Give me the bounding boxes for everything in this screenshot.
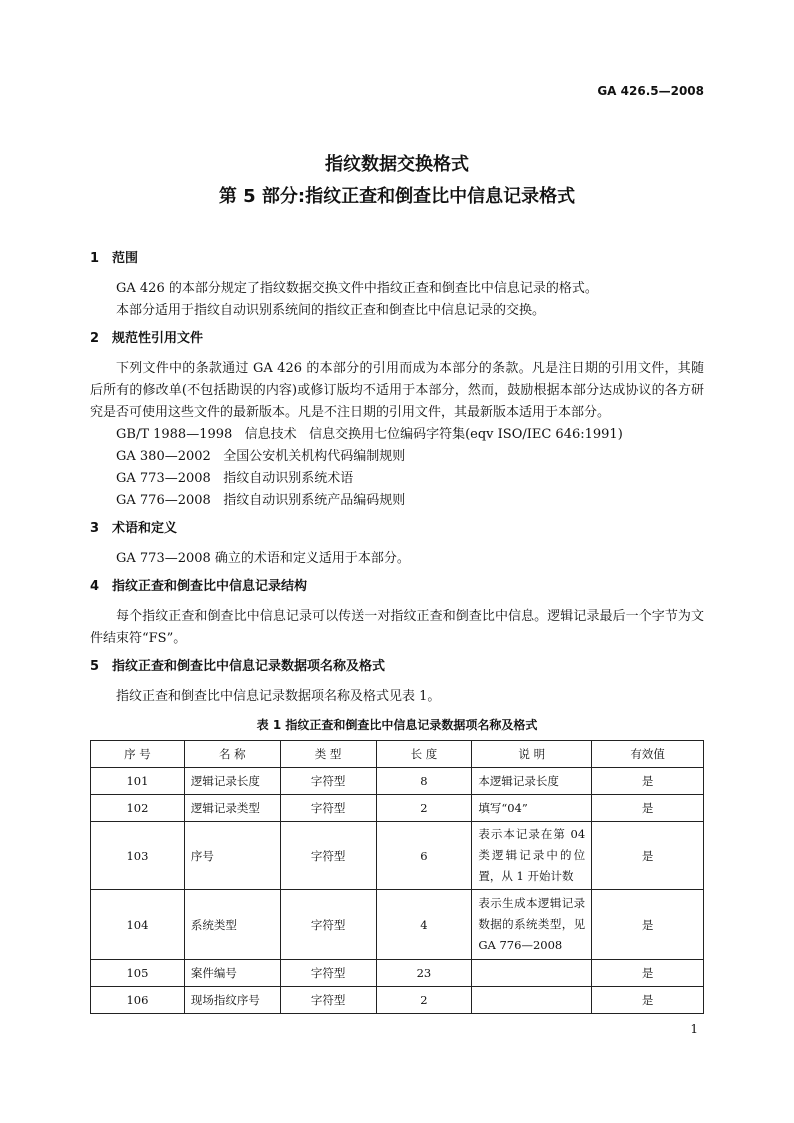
document-title: 指纹数据交换格式 bbox=[325, 154, 469, 175]
table-header-row bbox=[91, 741, 704, 768]
cell-name: 逻辑记录类型 bbox=[184, 795, 280, 822]
cell-length: 4 bbox=[376, 890, 472, 960]
cell-no: 104 bbox=[91, 890, 185, 960]
cell-name: 现场指纹序号 bbox=[184, 987, 280, 1014]
column-header: 长 度 bbox=[376, 741, 472, 768]
cell-desc bbox=[472, 960, 592, 987]
cell-length: 2 bbox=[376, 987, 472, 1014]
table-row bbox=[91, 960, 704, 987]
table-row bbox=[91, 768, 704, 795]
table-row bbox=[91, 795, 704, 822]
column-header: 说 明 bbox=[472, 741, 592, 768]
paragraph: 指纹正查和倒查比中信息记录数据项名称及格式见表 1。 bbox=[116, 689, 441, 704]
paragraph: 下列文件中的条款通过 GA 426 的本部分的引用而成为本部分的条款。凡是注日期的引用文件，其随后所有的修改单(不包括勘误的内容)或修订版均不适用于本部分，然而，鼓励根据本部分达成协议的各方研究是否可使用这些文件的最新版本。凡是不注日期的引用文件，其最新版本适用于本部分。 bbox=[90, 361, 704, 420]
reference-item: GA 773—2008 指纹自动识别系统术语 bbox=[116, 471, 354, 486]
cell-valid: 是 bbox=[592, 890, 704, 960]
document-subtitle: 第 5 部分:指纹正查和倒查比中信息记录格式 bbox=[218, 186, 576, 207]
cell-name: 系统类型 bbox=[184, 890, 280, 960]
cell-no: 103 bbox=[91, 822, 185, 890]
data-item-table bbox=[90, 740, 704, 1014]
cell-length: 23 bbox=[376, 960, 472, 987]
cell-name: 案件编号 bbox=[184, 960, 280, 987]
section-data-items bbox=[90, 656, 704, 708]
section-heading: 5 指纹正查和倒查比中信息记录数据项名称及格式 bbox=[90, 659, 386, 674]
cell-type: 字符型 bbox=[280, 987, 376, 1014]
section-terms bbox=[90, 518, 704, 570]
cell-type: 字符型 bbox=[280, 768, 376, 795]
section-heading: 2 规范性引用文件 bbox=[90, 331, 204, 346]
paragraph: 每个指纹正查和倒查比中信息记录可以传送一对指纹正查和倒查比中信息。逻辑记录最后一个字节为文件结束符“FS”。 bbox=[90, 609, 704, 646]
cell-valid: 是 bbox=[592, 822, 704, 890]
cell-valid: 是 bbox=[592, 795, 704, 822]
cell-no: 101 bbox=[91, 768, 185, 795]
cell-desc bbox=[472, 987, 592, 1014]
cell-type: 字符型 bbox=[280, 960, 376, 987]
table-row bbox=[91, 890, 704, 960]
cell-desc: 表示生成本逻辑记录数据的系统类型，见 GA 776—2008 bbox=[472, 890, 592, 960]
cell-valid: 是 bbox=[592, 987, 704, 1014]
column-header: 序 号 bbox=[91, 741, 185, 768]
column-header: 名 称 bbox=[184, 741, 280, 768]
cell-length: 6 bbox=[376, 822, 472, 890]
cell-desc: 填写“04” bbox=[472, 795, 592, 822]
paragraph: 本部分适用于指纹自动识别系统间的指纹正查和倒查比中信息记录的交换。 bbox=[116, 303, 546, 318]
table-caption: 表 1 指纹正查和倒查比中信息记录数据项名称及格式 bbox=[256, 718, 538, 732]
section-scope bbox=[90, 248, 704, 322]
cell-no: 105 bbox=[91, 960, 185, 987]
section-normative-references bbox=[90, 328, 704, 512]
cell-type: 字符型 bbox=[280, 795, 376, 822]
cell-valid: 是 bbox=[592, 768, 704, 795]
cell-desc: 本逻辑记录长度 bbox=[472, 768, 592, 795]
reference-item: GB/T 1988—1998 信息技术 信息交换用七位编码字符集(eqv ISO/IEC 646:1991) bbox=[116, 427, 623, 442]
table-row bbox=[91, 987, 704, 1014]
table-row bbox=[91, 822, 704, 890]
section-heading: 4 指纹正查和倒查比中信息记录结构 bbox=[90, 579, 308, 594]
cell-type: 字符型 bbox=[280, 890, 376, 960]
page-number: 1 bbox=[690, 1022, 698, 1036]
cell-name: 序号 bbox=[184, 822, 280, 890]
document-body bbox=[90, 244, 704, 1014]
cell-length: 2 bbox=[376, 795, 472, 822]
column-header: 有效值 bbox=[592, 741, 704, 768]
paragraph: GA 773—2008 确立的术语和定义适用于本部分。 bbox=[116, 551, 410, 566]
section-heading: 1 范围 bbox=[90, 251, 139, 266]
paragraph: GA 426 的本部分规定了指纹数据交换文件中指纹正查和倒查比中信息记录的格式。 bbox=[116, 281, 598, 296]
reference-item: GA 380—2002 全国公安机关机构代码编制规则 bbox=[116, 449, 406, 464]
cell-valid: 是 bbox=[592, 960, 704, 987]
cell-no: 102 bbox=[91, 795, 185, 822]
cell-length: 8 bbox=[376, 768, 472, 795]
cell-no: 106 bbox=[91, 987, 185, 1014]
reference-item: GA 776—2008 指纹自动识别系统产品编码规则 bbox=[116, 493, 406, 508]
cell-desc: 表示本记录在第 04 类逻辑记录中的位置，从 1 开始计数 bbox=[472, 822, 592, 890]
cell-type: 字符型 bbox=[280, 822, 376, 890]
column-header: 类 型 bbox=[280, 741, 376, 768]
section-heading: 3 术语和定义 bbox=[90, 521, 178, 536]
standard-code: GA 426.5—2008 bbox=[597, 84, 704, 98]
cell-name: 逻辑记录长度 bbox=[184, 768, 280, 795]
section-record-structure bbox=[90, 576, 704, 650]
